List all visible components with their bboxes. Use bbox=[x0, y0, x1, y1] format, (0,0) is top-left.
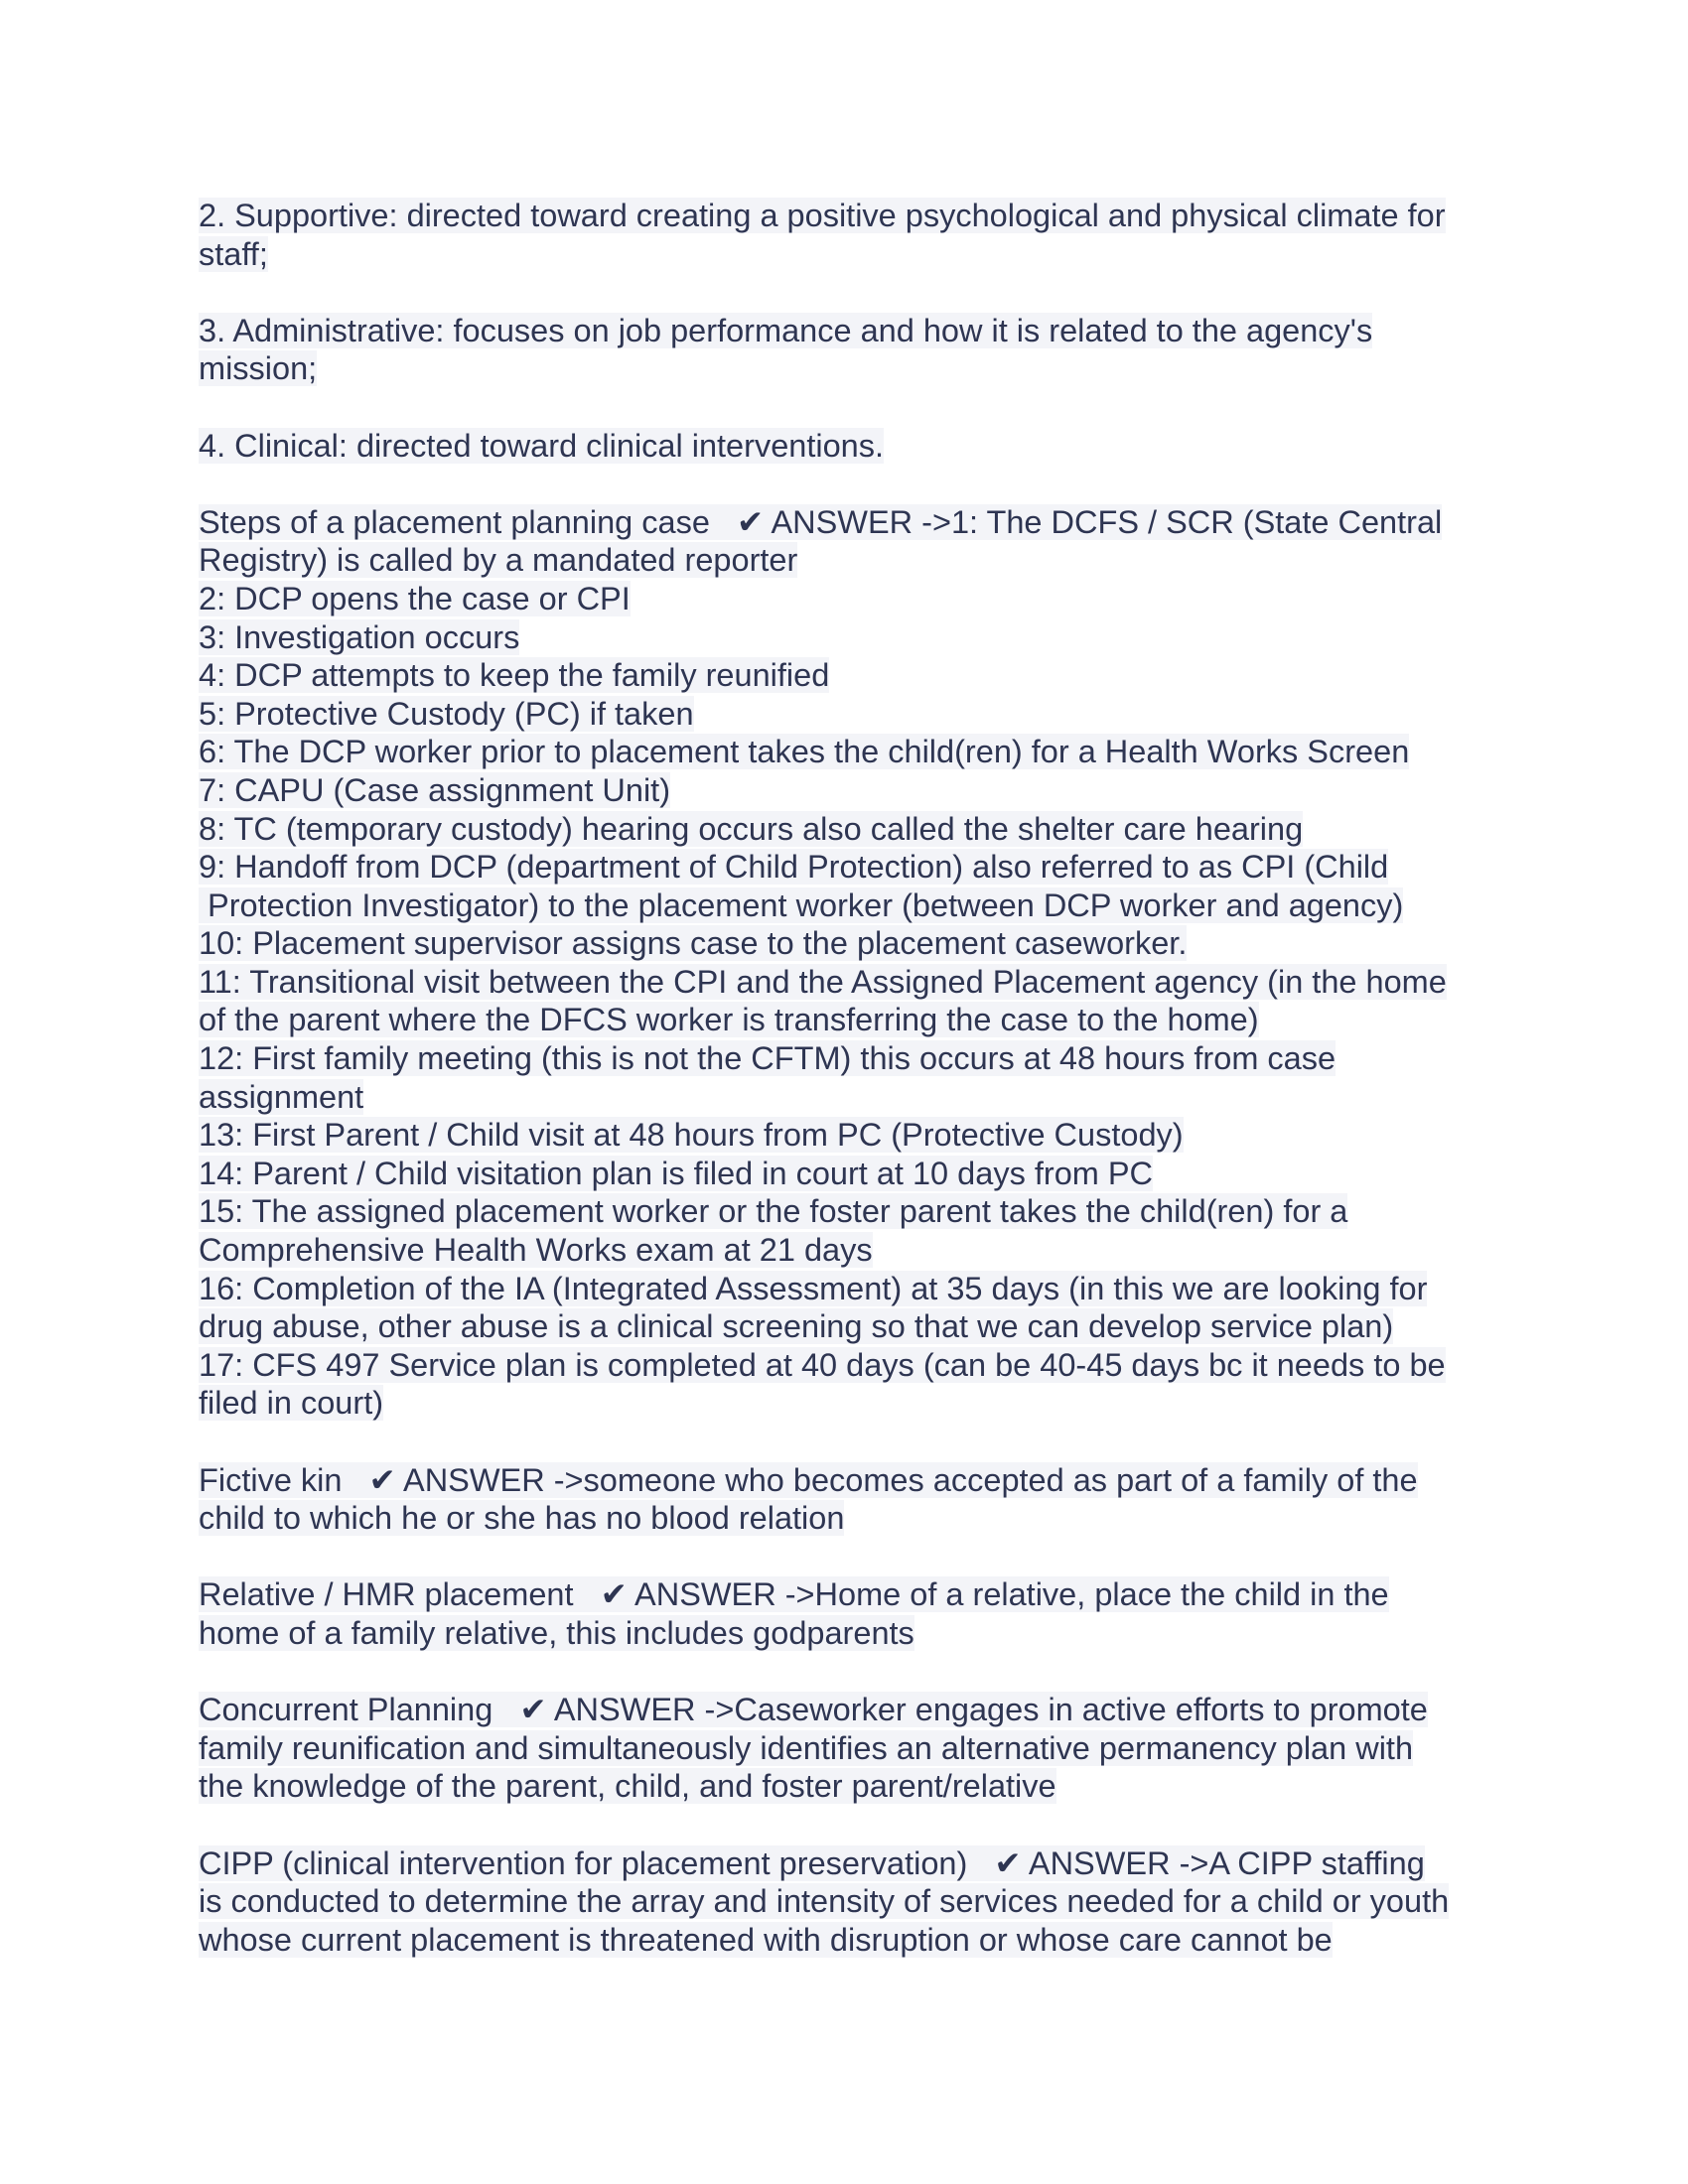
text-block-fictive-kin bbox=[199, 1461, 1489, 1538]
highlighted-text: whose current placement is threatened with disruption or whose care cannot be bbox=[199, 1921, 1333, 1958]
text-line bbox=[199, 618, 1489, 657]
text-line bbox=[199, 1691, 1489, 1729]
text-line bbox=[199, 312, 1489, 350]
highlighted-text: 6: The DCP worker prior to placement takes the child(ren) for a Health Works Screen bbox=[199, 734, 1410, 770]
text-line bbox=[199, 1882, 1489, 1921]
text-line bbox=[199, 1499, 1489, 1538]
highlighted-text: Fictive kin ✔ ANSWER ->someone who becomes accepted as part of a family of the bbox=[199, 1461, 1418, 1498]
highlighted-text: 3: Investigation occurs bbox=[199, 618, 520, 655]
highlighted-text: staff; bbox=[199, 235, 268, 272]
text-block-concurrent-planning bbox=[199, 1691, 1489, 1806]
highlighted-text: 17: CFS 497 Service plan is completed at 40 days (can be 40-45 days bc it needs to be bbox=[199, 1346, 1446, 1383]
highlighted-text: is conducted to determine the array and intensity of services needed for a child or youth bbox=[199, 1883, 1450, 1920]
text-line bbox=[199, 1461, 1489, 1500]
text-block-placement-steps bbox=[199, 503, 1489, 1423]
text-line bbox=[199, 1767, 1489, 1806]
text-line bbox=[199, 541, 1489, 580]
highlighted-text: 4. Clinical: directed toward clinical interventions. bbox=[199, 427, 885, 464]
text-line bbox=[199, 810, 1489, 849]
highlighted-text: 10: Placement supervisor assigns case to the placement caseworker. bbox=[199, 925, 1188, 962]
text-line bbox=[199, 1575, 1489, 1614]
highlighted-text: mission; bbox=[199, 350, 318, 387]
highlighted-text: 12: First family meeting (this is not the CFTM) this occurs at 48 hours from case bbox=[199, 1040, 1336, 1077]
highlighted-text: child to which he or she has no blood relation bbox=[199, 1500, 845, 1537]
text-block-supportive bbox=[199, 197, 1489, 273]
text-line bbox=[199, 235, 1489, 274]
highlighted-text: the knowledge of the parent, child, and foster parent/relative bbox=[199, 1768, 1056, 1805]
text-block-administrative bbox=[199, 312, 1489, 388]
text-line bbox=[199, 1078, 1489, 1117]
highlighted-text: 2. Supportive: directed toward creating a positive psychological and physical climate for bbox=[199, 198, 1446, 233]
highlighted-text: Protection Investigator) to the placement worker (between DCP worker and agency) bbox=[199, 887, 1404, 923]
highlighted-text: 8: TC (temporary custody) hearing occurs also called the shelter care hearing bbox=[199, 810, 1304, 847]
highlighted-text: 13: First Parent / Child visit at 48 hours from PC (Protective Custody) bbox=[199, 1117, 1184, 1154]
highlighted-text: 9: Handoff from DCP (department of Child Protection) also referred to as CPI (Child bbox=[199, 849, 1389, 886]
text-line bbox=[199, 848, 1489, 887]
text-line bbox=[199, 1039, 1489, 1078]
text-line bbox=[199, 1729, 1489, 1768]
highlighted-text: family reunification and simultaneously identifies an alternative permanency plan with bbox=[199, 1729, 1414, 1766]
text-line bbox=[199, 771, 1489, 810]
highlighted-text: 7: CAPU (Case assignment Unit) bbox=[199, 771, 671, 808]
text-line bbox=[199, 1844, 1489, 1883]
text-line bbox=[199, 1270, 1489, 1308]
document-body bbox=[199, 197, 1489, 1997]
text-line bbox=[199, 733, 1489, 771]
highlighted-text: assignment bbox=[199, 1078, 364, 1115]
highlighted-text: 14: Parent / Child visitation plan is filed in court at 10 days from PC bbox=[199, 1155, 1154, 1191]
highlighted-text: 15: The assigned placement worker or the foster parent takes the child(ren) for a bbox=[199, 1193, 1348, 1230]
highlighted-text: 2: DCP opens the case or CPI bbox=[199, 580, 631, 616]
text-line bbox=[199, 349, 1489, 388]
highlighted-text: Concurrent Planning ✔ ANSWER ->Caseworker engages in active efforts to promote bbox=[199, 1692, 1428, 1728]
highlighted-text: home of a family relative, this includes godparents bbox=[199, 1614, 914, 1651]
text-line bbox=[199, 427, 1489, 466]
text-block-relative-hmr bbox=[199, 1575, 1489, 1652]
highlighted-text: drug abuse, other abuse is a clinical screening so that we can develop service plan) bbox=[199, 1308, 1394, 1345]
text-line bbox=[199, 580, 1489, 618]
highlighted-text: Comprehensive Health Works exam at 21 days bbox=[199, 1232, 873, 1269]
text-line bbox=[199, 1155, 1489, 1193]
highlighted-text: CIPP (clinical intervention for placement preservation) ✔ ANSWER ->A CIPP staffing bbox=[199, 1844, 1425, 1881]
highlighted-text: Relative / HMR placement ✔ ANSWER ->Home of a relative, place the child in the bbox=[199, 1576, 1389, 1613]
highlighted-text: Registry) is called by a mandated reporter bbox=[199, 542, 798, 579]
text-line bbox=[199, 1192, 1489, 1231]
highlighted-text: 11: Transitional visit between the CPI and the Assigned Placement agency (in the home bbox=[199, 963, 1447, 1000]
highlighted-text: filed in court) bbox=[199, 1385, 384, 1422]
text-block-cipp bbox=[199, 1844, 1489, 1960]
text-line bbox=[199, 1001, 1489, 1039]
highlighted-text: of the parent where the DFCS worker is transferring the case to the home) bbox=[199, 1002, 1259, 1038]
text-line bbox=[199, 1614, 1489, 1653]
text-line bbox=[199, 1384, 1489, 1423]
text-block-clinical bbox=[199, 427, 1489, 466]
text-line bbox=[199, 695, 1489, 734]
text-line bbox=[199, 963, 1489, 1002]
text-line bbox=[199, 1116, 1489, 1155]
text-line bbox=[199, 656, 1489, 695]
highlighted-text: 4: DCP attempts to keep the family reunified bbox=[199, 657, 830, 694]
text-line bbox=[199, 1346, 1489, 1385]
highlighted-text: 5: Protective Custody (PC) if taken bbox=[199, 695, 694, 732]
highlighted-text: 3. Administrative: focuses on job performance and how it is related to the agency's bbox=[199, 312, 1373, 348]
text-line bbox=[199, 924, 1489, 963]
highlighted-text: Steps of a placement planning case ✔ ANSWER ->1: The DCFS / SCR (State Central bbox=[199, 503, 1443, 540]
text-line bbox=[199, 1307, 1489, 1346]
text-line bbox=[199, 197, 1489, 235]
text-line bbox=[199, 887, 1489, 925]
text-line bbox=[199, 1921, 1489, 1960]
text-line bbox=[199, 503, 1489, 542]
highlighted-text: 16: Completion of the IA (Integrated Assessment) at 35 days (in this we are looking for bbox=[199, 1270, 1428, 1306]
text-line bbox=[199, 1231, 1489, 1270]
